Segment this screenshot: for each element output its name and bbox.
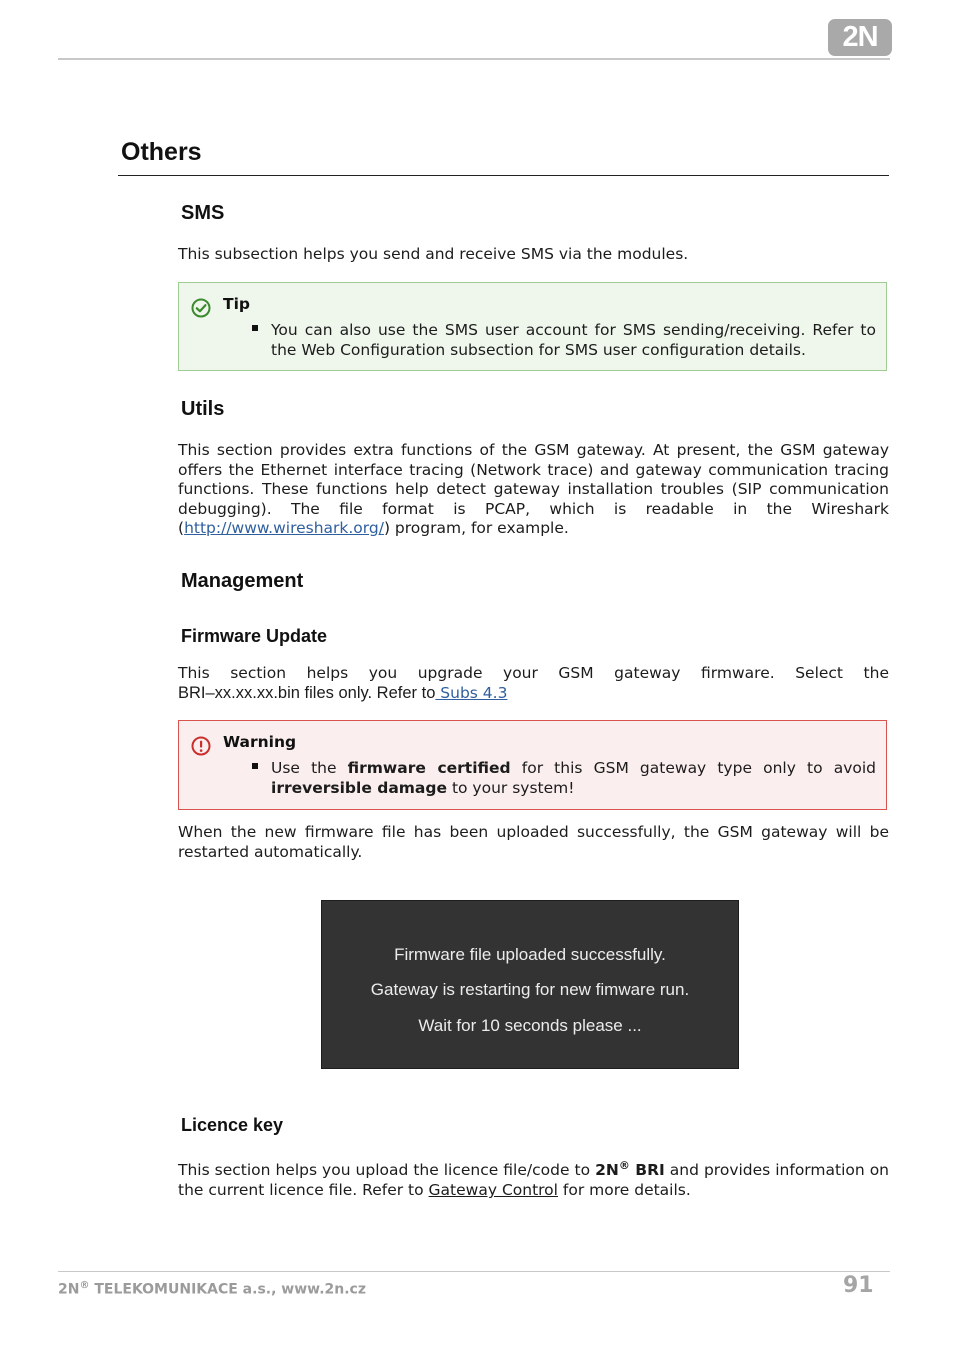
- header-rule: [58, 58, 890, 60]
- firmware-text: BRI–xx.xx.xx.bin files only. Refer to: [178, 684, 436, 702]
- licence-paragraph: [178, 1156, 889, 1200]
- footer-rule: [58, 1271, 890, 1272]
- utils-text: This section provides extra functions of the GSM gateway. At present, the GSM gateway offers the Ethernet interface tracing (Network trace) and gateway communication tracing functions. These functions help detect gateway installation troubles (SIP communication debugging). The file format is PCAP, which is readable in the Wireshark (: [178, 441, 889, 537]
- licence-text-end: for more details.: [557, 1181, 691, 1200]
- sms-heading: SMS: [181, 202, 225, 224]
- sms-paragraph: This subsection helps you send and receive SMS via the modules.: [178, 245, 689, 263]
- registered-mark: ®: [618, 1159, 630, 1172]
- warning-text: [271, 758, 876, 798]
- firmware-upload-screenshot: [321, 900, 739, 1069]
- warning-text-part: for this GSM gateway type only to avoid: [510, 759, 876, 777]
- utils-heading: Utils: [181, 398, 225, 420]
- screenshot-line-3: Wait for 10 seconds please ...: [418, 1016, 642, 1035]
- after-warning-paragraph: When the new firmware file has been uploaded successfully, the GSM gateway will be restarted automatically.: [178, 823, 889, 861]
- firmware-update-heading: Firmware Update: [181, 626, 328, 646]
- bullet-marker: [252, 763, 258, 769]
- footer-company: [58, 1280, 366, 1298]
- page-number: 91: [843, 1273, 874, 1298]
- title-rule: [118, 175, 889, 176]
- firmware-paragraph-line1: This section helps you upgrade your GSM gateway firmware. Select the: [178, 664, 889, 682]
- company-logo: 2N: [828, 19, 892, 56]
- utils-text-end: ) program, for example.: [383, 519, 569, 537]
- screenshot-line-1: Firmware file uploaded successfully.: [394, 945, 666, 964]
- wireshark-link[interactable]: http://www.wireshark.org/: [184, 519, 384, 537]
- licence-text: This section helps you upload the licence file/code to: [178, 1161, 596, 1180]
- warning-text-part: to your system!: [447, 779, 575, 797]
- licence-text: and provides information on the current licence file. Refer to: [178, 1161, 889, 1200]
- screenshot-line-2: Gateway is restarting for new fimware run.: [370, 980, 690, 999]
- warning-title: Warning: [223, 733, 297, 751]
- warning-box: [178, 720, 887, 810]
- exclamation-circle-icon: [191, 736, 211, 756]
- warning-bold-part: irreversible damage: [271, 779, 448, 797]
- tip-title: Tip: [223, 295, 250, 313]
- warning-bold-part: firmware certified: [347, 759, 511, 777]
- footer-company-name: TELEKOMUNIKACE a.s., www.2n.cz: [89, 1281, 366, 1298]
- subs-link[interactable]: Subs 4.3: [435, 684, 508, 702]
- utils-paragraph: [178, 441, 889, 539]
- footer-brand: 2N: [58, 1281, 80, 1298]
- page-title: Others: [121, 138, 202, 166]
- licence-brand: 2N: [595, 1161, 619, 1180]
- management-heading: Management: [181, 570, 304, 592]
- tip-box: [178, 282, 887, 371]
- bullet-marker: [252, 325, 258, 331]
- licence-product: BRI: [629, 1161, 665, 1180]
- gateway-control-link[interactable]: Gateway Control: [428, 1181, 558, 1200]
- licence-key-heading: Licence key: [181, 1115, 284, 1135]
- tip-text: You can also use the SMS user account for SMS sending/receiving. Refer to the Web Configuration subsection for SMS user configuration details.: [271, 321, 876, 359]
- warning-text-part: Use the: [271, 759, 348, 777]
- footer-registered-mark: ®: [79, 1280, 90, 1291]
- firmware-paragraph-line2: [178, 684, 889, 704]
- check-circle-icon: [191, 298, 211, 318]
